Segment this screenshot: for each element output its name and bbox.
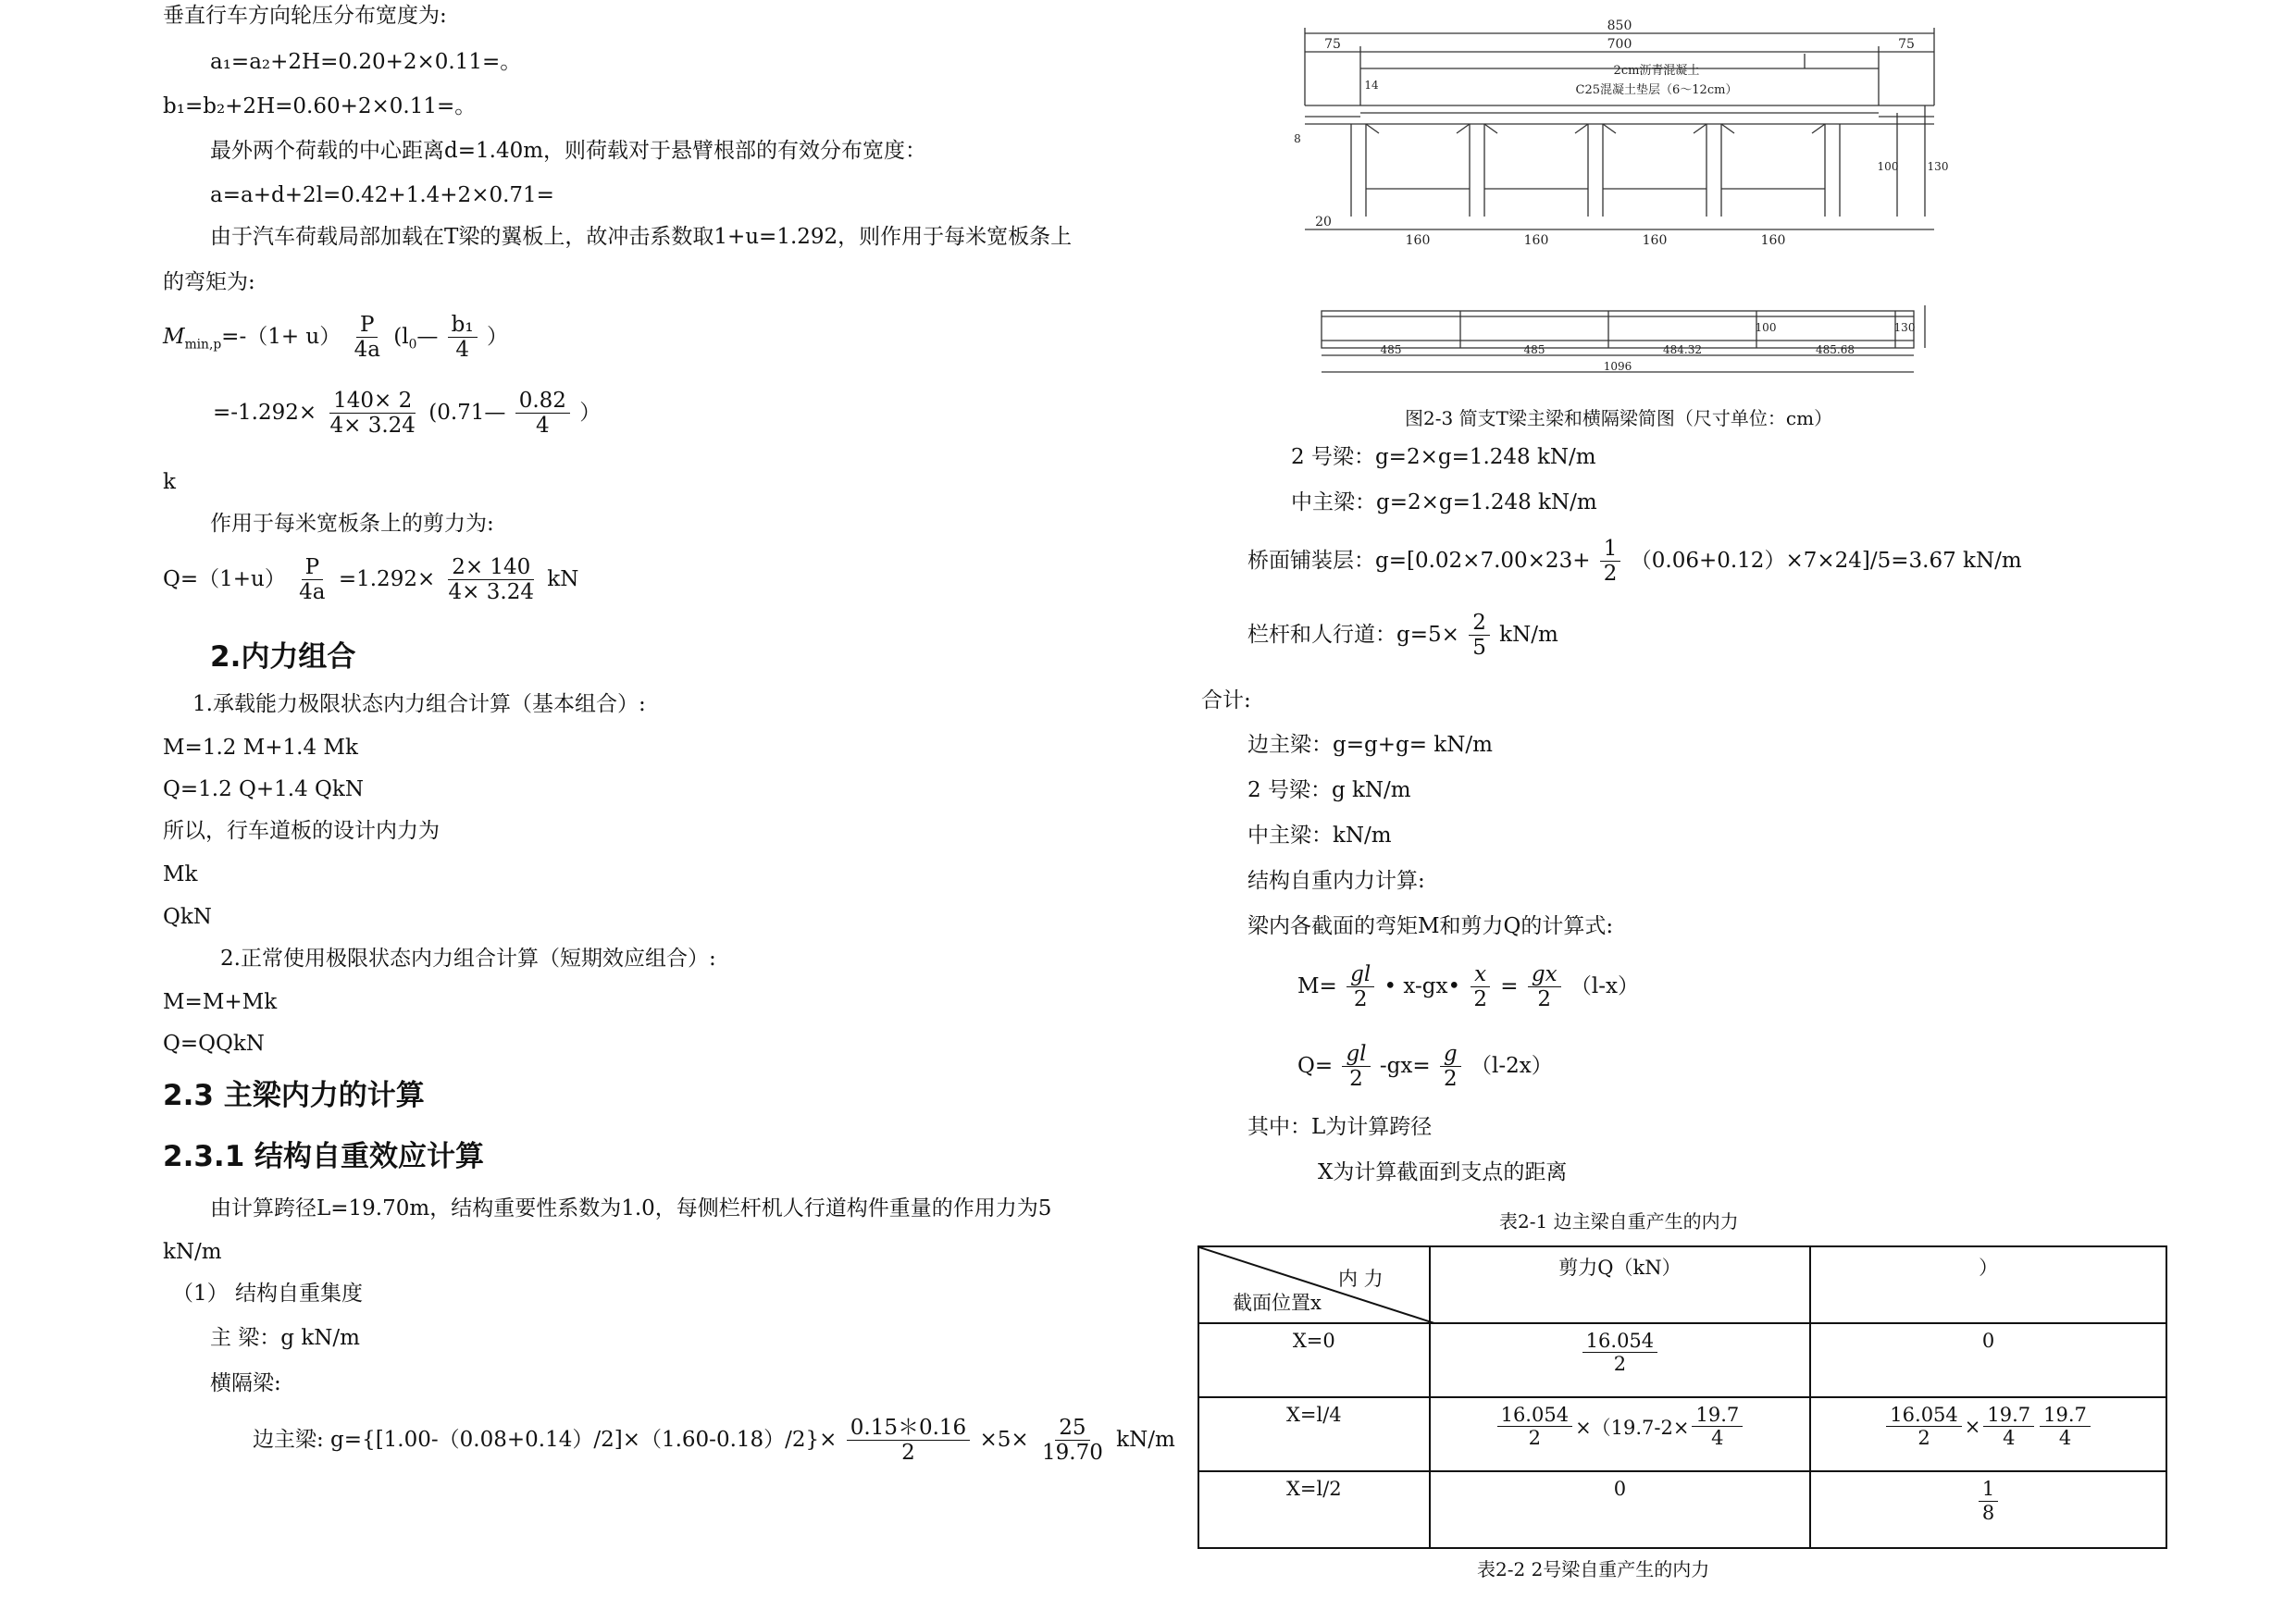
para-shear-label: 作用于每米宽板条上的剪力为: xyxy=(210,512,494,536)
label-asphalt: 2cm沥青混凝土 xyxy=(1613,64,1700,78)
total-mid-beam: 中主梁：kN/m xyxy=(1247,824,1392,848)
dim-75-right: 75 xyxy=(1898,37,1915,52)
line-mid-beam: 中主梁：g=2×g=1.248 kN/m xyxy=(1291,490,1597,514)
row-xl2-moment: $\frac{1}{8}$ xyxy=(1810,1471,2166,1548)
m-subscript: min,p xyxy=(184,337,222,353)
t-beam-cross-section-diagram xyxy=(1286,13,1953,254)
value-mk: Mk xyxy=(163,862,198,886)
label-c25: C25混凝土垫层（6～12cm） xyxy=(1575,83,1738,97)
eq-a1: a₁=a₂+2H=0.20+2×0.11=。 xyxy=(210,50,522,74)
eq-Q-ultimate: Q=1.2 Q+1.4 QkN xyxy=(163,777,364,801)
total-edge-beam: 边主梁：g=g+g= kN/m xyxy=(1247,733,1493,757)
edge-beam-force-table xyxy=(1198,1245,2167,1549)
dim-20: 20 xyxy=(1315,215,1332,229)
para-span: 由计算跨径L=19.70m，结构重要性系数为1.0，每侧栏杆机人行道构件重量的作用力为5 xyxy=(210,1196,1052,1220)
dim-100: 100 xyxy=(1877,160,1899,173)
dim-850: 850 xyxy=(1607,19,1632,33)
pitch-484-32: 484.32 xyxy=(1663,343,1702,356)
dim-75-left: 75 xyxy=(1324,37,1341,52)
eq-b1: b₁=b₂+2H=0.60+2×0.11=。 xyxy=(163,94,477,118)
total-beam-2: 2 号梁：g kN/m xyxy=(1247,778,1411,802)
row-x0-label: X=0 xyxy=(1198,1323,1430,1397)
dim-160-c: 160 xyxy=(1642,233,1668,248)
dim-160-b: 160 xyxy=(1523,233,1549,248)
label-total: 合计: xyxy=(1201,688,1251,712)
unit-k: k xyxy=(163,470,176,494)
m-symbol: M xyxy=(163,324,185,349)
row-xl2-label: X=l/2 xyxy=(1198,1471,1430,1548)
diaphragm-height-100: 100 xyxy=(1755,321,1777,334)
subheading-ultimate: 1.承载能力极限状态内力组合计算（基本组合）: xyxy=(192,692,646,716)
fraction-p-4a: $\frac{P}{4a}$ xyxy=(354,313,380,363)
heading-2-3: 2.3 主梁内力的计算 xyxy=(163,1079,425,1112)
eq-shear: Q=（1+u） $\frac{P}{4a}$ =1.292× $\frac{2\times 140}{4\times 3.24}$ kN xyxy=(163,555,579,605)
para-main-beam: 主 梁：g kN/m xyxy=(210,1326,360,1350)
eq-moment: $M_{min,p}=-(1+ u)$ $\frac{P}{4a}$ ($l_0—$ $\frac{\text{b₁}}{4}$ ） xyxy=(163,313,508,363)
corner-label-top: 内 力 xyxy=(1338,1268,1384,1290)
heading-2-3-1: 2.3.1 结构自重效应计算 xyxy=(163,1140,485,1173)
dim-8: 8 xyxy=(1294,132,1301,145)
eq-railing: 栏杆和人行道：g=5× $\frac{2}{5}$ kN/m xyxy=(1247,611,1558,661)
eq-a: a=a+d+2l=0.42+1.4+2×0.71= xyxy=(210,183,554,207)
eq-edge-beam: 边主梁: g={[1.00-（0.08+0.14）/2]×（1.60-0.18）/2}× $\frac{0.15*0.16}{2}$ ×5× $\frac{25}{19.70}$ kN/m xyxy=(253,1416,1175,1466)
pitch-485-68: 485.68 xyxy=(1816,343,1855,356)
line-beam-2: 2 号梁：g=2×g=1.248 kN/m xyxy=(1291,445,1596,469)
para-dead-load-force: 结构自重内力计算: xyxy=(1247,869,1425,893)
row-xl2-shear: 0 xyxy=(1430,1471,1811,1548)
eq-M-service: M=M+Mk xyxy=(163,990,278,1014)
para-design-force: 所以，行车道板的设计内力为 xyxy=(163,819,440,843)
value-qkn: QkN xyxy=(163,905,212,929)
dim-130: 130 xyxy=(1927,160,1949,173)
pitch-485-b: 485 xyxy=(1523,343,1545,356)
header-moment: ） xyxy=(1810,1246,2166,1323)
para-where-X: X为计算截面到支点的距离 xyxy=(1318,1160,1568,1184)
m-factor: =-（1+ u） xyxy=(221,324,341,349)
para-impact: 由于汽车荷载局部加载在T梁的翼板上，故冲击系数取1+u=1.292，则作用于每米宽板条上 xyxy=(210,225,1073,249)
para-where-L: 其中：L为计算跨径 xyxy=(1247,1115,1433,1139)
eq-Q-service: Q=QQkN xyxy=(163,1032,265,1056)
para-span-unit: kN/m xyxy=(163,1240,222,1264)
para-diaphragm: 横隔梁: xyxy=(210,1371,281,1395)
fraction-b1-4: $\frac{\text{b₁}}{4}$ xyxy=(448,313,478,363)
eq-deck-pavement: 桥面铺装层：g=[0.02×7.00×23+ $\frac{1}{2}$ （0.06+0.12）×7×24]/5=3.67 kN/m xyxy=(1247,537,2022,587)
diaphragm-elevation-diagram xyxy=(1312,304,1932,387)
para-load-distance: 最外两个荷载的中心距离d=1.40m，则荷载对于悬臂根部的有效分布宽度： xyxy=(210,139,927,163)
header-shear: 剪力Q（kN） xyxy=(1430,1246,1811,1323)
table-2-caption: 表2-2 2号梁自重产生的内力 xyxy=(1477,1558,1710,1580)
para-section-formula: 梁内各截面的弯矩M和剪力Q的计算式: xyxy=(1247,914,1614,938)
table-corner-cell xyxy=(1198,1246,1430,1323)
row-x0-moment: 0 xyxy=(1810,1323,2166,1397)
dim-700: 700 xyxy=(1607,37,1632,52)
dim-14: 14 xyxy=(1364,79,1379,92)
row-xl4-label: X=l/4 xyxy=(1198,1397,1430,1471)
length-1096: 1096 xyxy=(1603,360,1632,373)
row-x0-shear: $\frac{16.054}{2}$ xyxy=(1430,1323,1811,1397)
para-moment-label: 的弯矩为: xyxy=(163,270,255,294)
table-1-caption: 表2-1 边主梁自重产生的内力 xyxy=(1499,1210,1739,1233)
heading-force-combination: 2.内力组合 xyxy=(210,640,356,674)
row-xl4-moment: $\frac{16.054}{2}$ × $\frac{19.7}{4}$ $\frac{19.7}{4}$ xyxy=(1810,1397,2166,1471)
eq-shear-general: Q= $\frac{gl}{2}$ -gx= $\frac{g}{2}$ （l-2x） xyxy=(1297,1042,1553,1092)
eq-M-ultimate: M=1.2 M+1.4 Mk xyxy=(163,736,358,760)
para-dead-load: （1） 结构自重集度 xyxy=(172,1282,363,1306)
figure-caption: 图2-3 简支T梁主梁和横隔梁简图（尺寸单位：cm） xyxy=(1405,407,1833,429)
eq-moment-value: =-1.292× $\frac{140\times 2}{4\times 3.24}$ (0.71— $\frac{0.82}{4}$ ） xyxy=(213,389,602,439)
beam-height-130: 130 xyxy=(1893,321,1916,334)
subheading-serviceability: 2.正常使用极限状态内力组合计算（短期效应组合）: xyxy=(220,947,716,971)
eq-moment-general: M= $\frac{gl}{2}$ • x-gx• $\frac{x}{2}$ = $\frac{gx}{2}$ （l-x） xyxy=(1297,962,1640,1012)
row-xl4-shear: $\frac{16.054}{2}$ ×（19.7-2× $\frac{19.7}{4}$ xyxy=(1430,1397,1811,1471)
dim-160-a: 160 xyxy=(1405,233,1431,248)
corner-label-bottom: 截面位置x xyxy=(1233,1292,1322,1314)
dim-160-d: 160 xyxy=(1760,233,1786,248)
para-wheel-width: 垂直行车方向轮压分布宽度为: xyxy=(163,4,447,28)
pitch-485-a: 485 xyxy=(1380,343,1402,356)
